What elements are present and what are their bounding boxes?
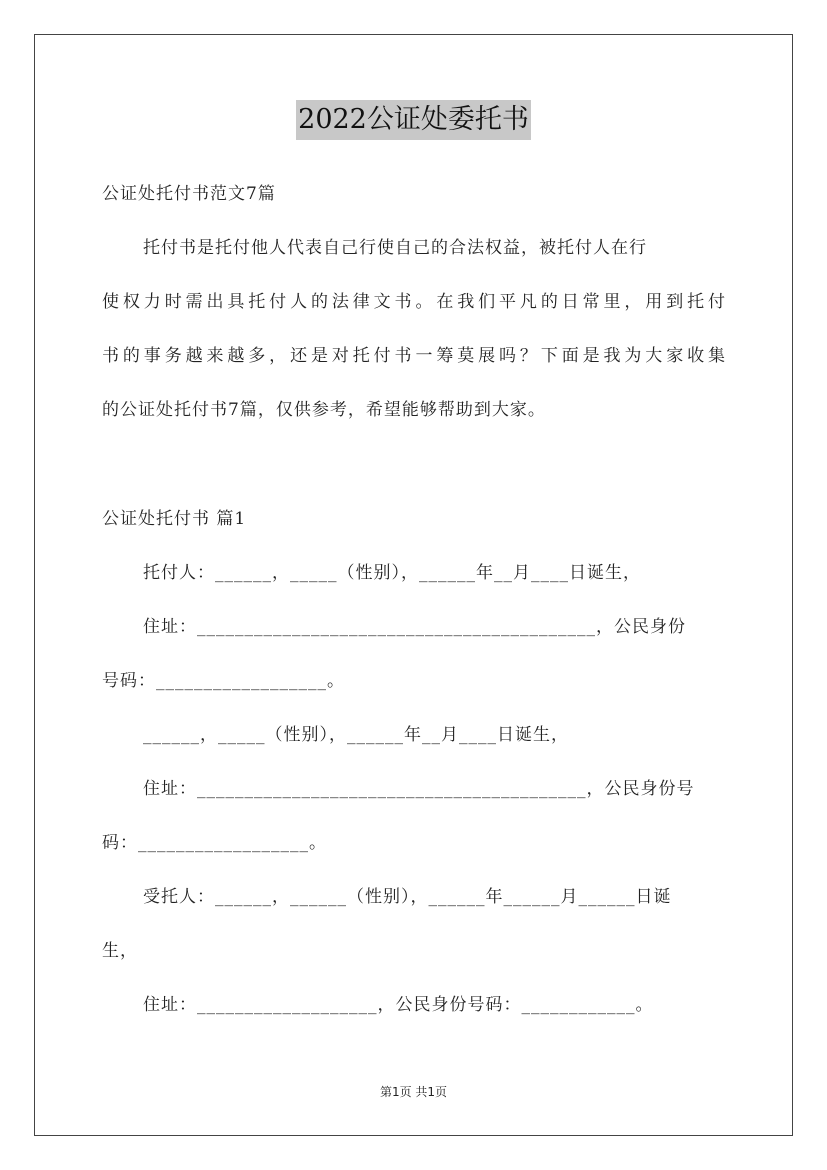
agent-line: 受托人：______，______（性别），______年______月______日诞 (143, 887, 672, 907)
title-container (0, 100, 827, 140)
intro-line-1: 托付书是托付他人代表自己行使自己的合法权益，被托付人在行 (143, 238, 647, 258)
principal-address-line: 住址：__________________________________________，公民身份 (143, 617, 686, 637)
document-title: 2022公证处委托书 (296, 100, 531, 140)
second-address-line: 住址：_________________________________________，公民身份号 (143, 779, 695, 799)
agent-address-line: 住址：___________________，公民身份号码：____________。 (143, 995, 654, 1015)
page-footer: 第1页 共1页 (379, 1085, 448, 1099)
section-title: 公证处托付书 篇1 (102, 509, 247, 529)
document-subtitle: 公证处托付书范文7篇 (102, 184, 276, 204)
principal-id-line: 号码：__________________。 (102, 671, 345, 691)
second-person-line: ______，_____（性别），______年__月____日诞生， (143, 725, 569, 745)
intro-line-3: 书的事务越来越多，还是对托付书一筹莫展吗？下面是我为大家收集 (102, 346, 726, 366)
intro-line-4: 的公证处托付书7篇，仅供参考，希望能够帮助到大家。 (102, 400, 546, 420)
intro-line-2: 使权力时需出具托付人的法律文书。在我们平凡的日常里，用到托付 (102, 292, 726, 312)
agent-line-continued: 生， (102, 941, 138, 961)
principal-line: 托付人：______，_____（性别），______年__月____日诞生， (143, 563, 641, 583)
second-id-line: 码：__________________。 (102, 833, 327, 853)
